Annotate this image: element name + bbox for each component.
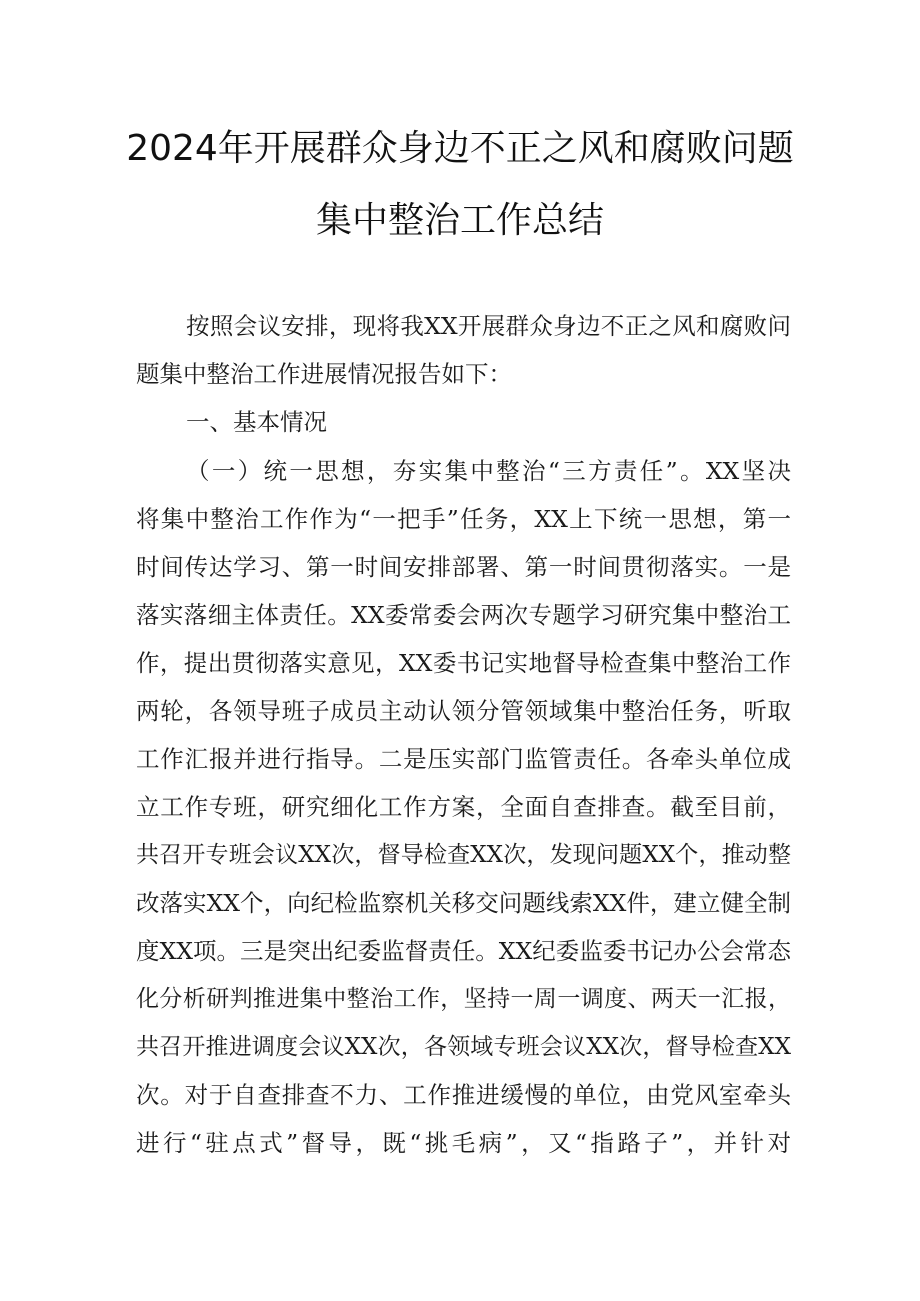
body-paragraph-line: 共召开推进调度会议XX次，各领域专班会议XX次，督导检查XX (136, 1034, 791, 1060)
subsection-heading-line: （一）统一思想，夯实集中整治“三方责任”。XX坚决 (186, 457, 791, 485)
body-paragraph-line: 时间传达学习、第一时间安排部署、第一时间贯彻落实。一是 (136, 553, 791, 581)
body-paragraph-line: 化分析研判推进集中整治工作，坚持一周一调度、两天一汇报， (136, 986, 791, 1012)
body-paragraph-line: 落实落细主体责任。XX委常委会两次专题学习研究集中整治工 (136, 601, 791, 629)
intro-paragraph-line: 按照会议安排，现将我XX开展群众身边不正之风和腐败问 (186, 312, 791, 340)
section-heading: 一、基本情况 (186, 408, 327, 436)
intro-paragraph-line: 题集中整治工作进展情况报告如下： (136, 360, 512, 388)
body-paragraph-line: 进行“驻点式”督导，既“挑毛病”，又“指路子”，并针对 (136, 1129, 791, 1157)
document-title-line-1: 2024年开展群众身边不正之风和腐败问题 (126, 128, 794, 169)
body-paragraph-line: 作，提出贯彻落实意见，XX委书记实地督导检查集中整治工作 (136, 649, 791, 677)
body-paragraph-line: 立工作专班，研究细化工作方案，全面自查排查。截至目前， (136, 793, 791, 821)
body-paragraph-line: 工作汇报并进行指导。二是压实部门监管责任。各牵头单位成 (136, 745, 791, 773)
body-paragraph-line: 共召开专班会议XX次，督导检查XX次，发现问题XX个，推动整 (136, 842, 791, 868)
body-paragraph-line: 次。对于自查排查不力、工作推进缓慢的单位，由党风室牵头 (136, 1081, 791, 1109)
body-paragraph-line: 改落实XX个，向纪检监察机关移交问题线索XX件，建立健全制 (136, 889, 791, 917)
document-title-line-2: 集中整治工作总结 (315, 200, 604, 241)
body-paragraph-line: 度XX项。三是突出纪委监督责任。XX纪委监委书记办公会常态 (136, 937, 791, 965)
body-paragraph-line: 两轮，各领导班子成员主动认领分管领域集中整治任务，听取 (136, 697, 791, 725)
body-paragraph-line: 将集中整治工作作为“一把手”任务，XX上下统一思想，第一 (136, 505, 791, 533)
